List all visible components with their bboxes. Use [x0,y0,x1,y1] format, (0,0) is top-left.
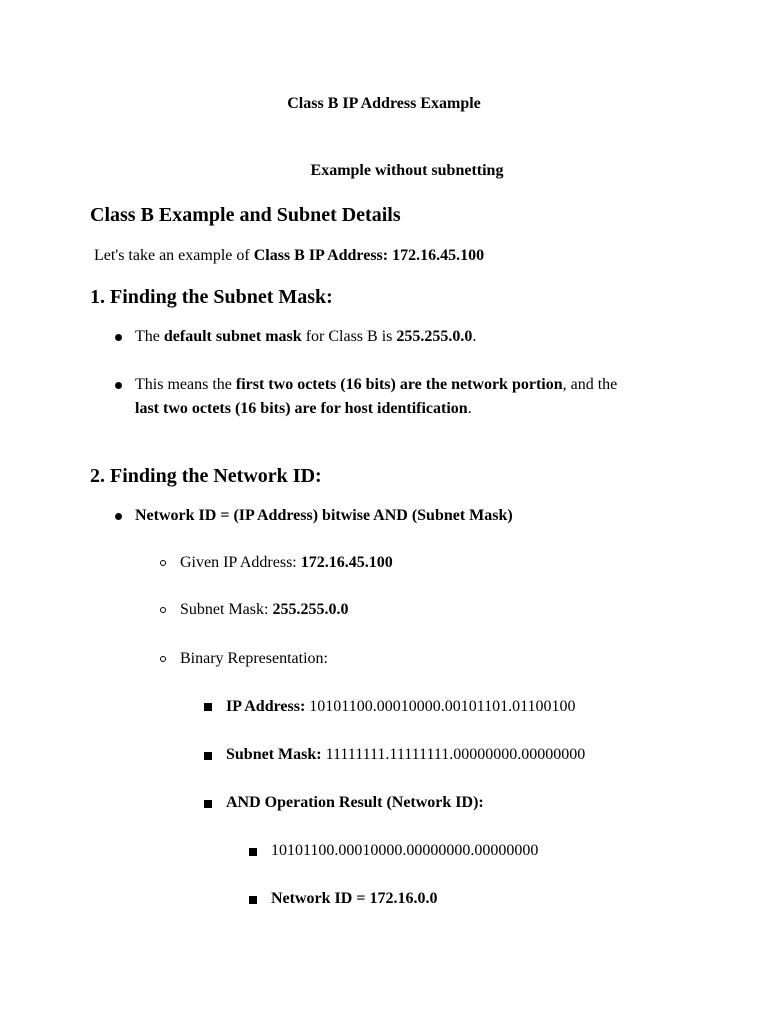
text-run: , and the [562,376,618,393]
text-run: . [472,328,477,345]
network-id-result: Network ID = 172.16.0.0 [271,890,438,907]
label: IP Address: [226,698,306,715]
label: Subnet Mask: [226,746,322,763]
bullet-square-icon [204,752,212,760]
bold-run: last two octets (16 bits) are for host identification [135,400,468,417]
binary-representation-label: Binary Representation: [180,650,328,667]
value: 172.16.45.100 [300,554,393,571]
bold-run: first two octets (16 bits) are the network portion [235,376,563,393]
text-run: . [467,400,472,417]
intro-ip-address: Class B IP Address: 172.16.45.100 [253,247,485,264]
bullet-disc-icon [115,334,122,341]
bullet-square-icon [249,896,257,904]
bullet-circle-icon [160,656,166,662]
heading-finding-network-id: 2. Finding the Network ID: [90,465,322,487]
text-run: The [135,328,164,345]
bullet-octets-line-2 [135,399,472,419]
bullet-octets-line-1 [135,375,617,395]
value: 11111111.11111111.00000000.00000000 [321,746,586,763]
ip-address-binary [226,697,576,717]
bullet-disc-icon [115,382,122,389]
network-id-formula: Network ID = (IP Address) bitwise AND (Subnet Mask) [135,507,513,524]
value: 255.255.0.0 [272,601,349,618]
bullet-square-icon [249,848,257,856]
bold-run: 255.255.0.0 [396,328,473,345]
text-run: This means the [135,376,236,393]
document-subtitle: Example without subnetting [310,162,504,179]
intro-text: Let's take an example of [90,247,254,264]
intro-paragraph [90,246,484,266]
subnet-mask-value [180,600,348,620]
bold-run: default subnet mask [163,328,302,345]
value: 10101100.00010000.00101101.01100100 [305,698,576,715]
bullet-square-icon [204,703,212,711]
given-ip-address [180,553,393,573]
bullet-circle-icon [160,560,166,566]
bullet-circle-icon [160,607,166,613]
and-operation-label: AND Operation Result (Network ID): [226,794,484,811]
text-run: for Class B is [301,328,397,345]
section-heading: Class B Example and Subnet Details [90,204,401,226]
document-title: Class B IP Address Example [287,95,481,112]
label: Subnet Mask: [180,601,273,618]
heading-finding-subnet-mask: 1. Finding the Subnet Mask: [90,286,333,308]
label: Given IP Address: [180,554,301,571]
bullet-square-icon [204,800,212,808]
bullet-disc-icon [115,513,122,520]
bullet-default-subnet-mask [135,327,476,347]
subnet-mask-binary [226,745,585,765]
and-result-binary: 10101100.00010000.00000000.00000000 [271,842,539,859]
